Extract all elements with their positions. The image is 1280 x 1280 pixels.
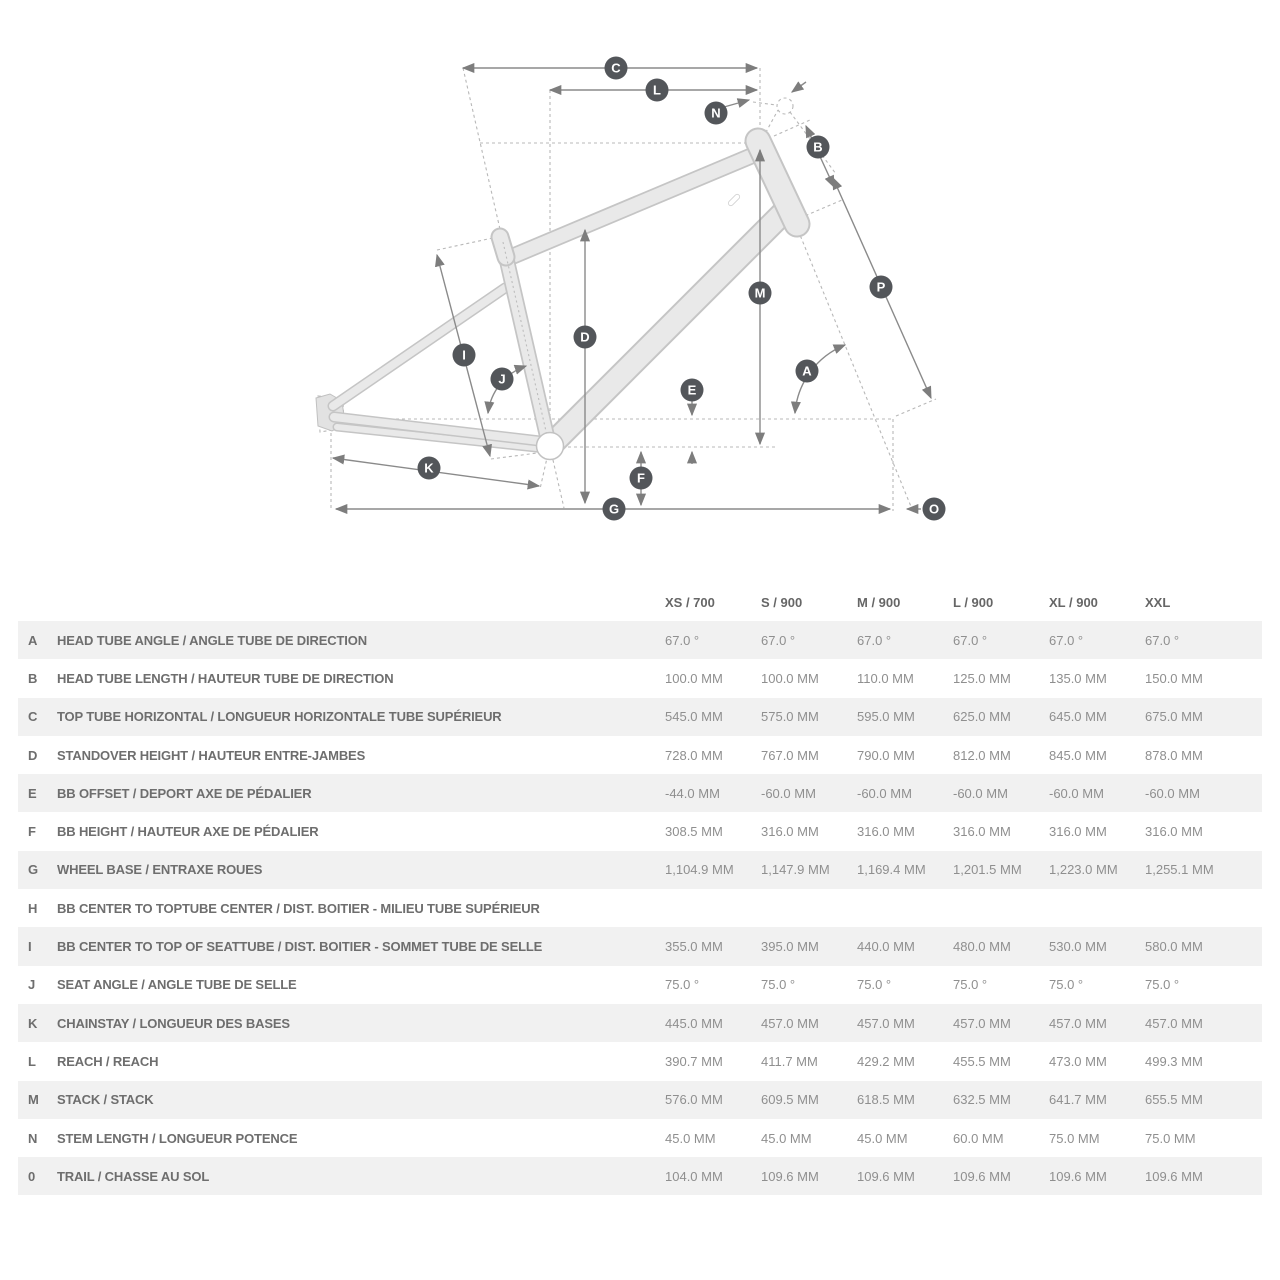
badge-letter: D — [580, 329, 590, 345]
row-label: SEAT ANGLE / ANGLE TUBE DE SELLE — [57, 977, 297, 993]
row-value: 109.6 MM — [953, 1168, 1011, 1184]
badge-letter: G — [608, 501, 620, 517]
row-key: I — [28, 939, 32, 955]
row-value: 395.0 MM — [761, 939, 819, 955]
row-value: 1,255.1 MM — [1145, 862, 1214, 878]
table-row — [18, 889, 1262, 927]
diagram-badge-D — [574, 326, 597, 349]
row-value: 355.0 MM — [665, 939, 723, 955]
diagram-badge-K — [418, 457, 441, 480]
table-row — [18, 659, 1262, 697]
row-value: 75.0 MM — [1145, 1130, 1196, 1146]
table-row — [18, 1119, 1262, 1157]
table-row — [18, 927, 1262, 965]
row-value: 845.0 MM — [1049, 747, 1107, 763]
row-value: 576.0 MM — [665, 1092, 723, 1108]
row-value: 45.0 MM — [761, 1130, 812, 1146]
row-value: 109.6 MM — [1145, 1168, 1203, 1184]
row-value: 445.0 MM — [665, 1015, 723, 1031]
construction-lines — [318, 68, 936, 511]
row-value: 411.7 MM — [761, 1053, 818, 1069]
badge-letter: A — [802, 363, 812, 379]
row-value: 480.0 MM — [953, 939, 1011, 955]
row-value: 75.0 ° — [953, 977, 988, 993]
row-value: 580.0 MM — [1145, 939, 1203, 955]
row-value: 390.7 MM — [665, 1053, 723, 1069]
row-value: 109.6 MM — [761, 1168, 819, 1184]
badge-letter: P — [876, 279, 886, 295]
row-key: H — [28, 900, 38, 916]
row-value: 1,169.4 MM — [857, 862, 926, 878]
row-label: BB OFFSET / DEPORT AXE DE PÉDALIER — [57, 785, 312, 801]
row-label: STANDOVER HEIGHT / HAUTEUR ENTRE-JAMBES — [57, 747, 366, 763]
row-value: 100.0 MM — [665, 670, 723, 686]
row-value: 1,223.0 MM — [1049, 862, 1118, 878]
badge-letter: J — [498, 371, 506, 387]
row-key: E — [28, 785, 37, 801]
row-value: -60.0 MM — [761, 785, 816, 801]
row-value: 530.0 MM — [1049, 939, 1107, 955]
diagram-badge-M — [749, 282, 772, 305]
table-header-row — [18, 584, 1262, 621]
row-value: 457.0 MM — [857, 1015, 915, 1031]
table-row — [18, 1157, 1262, 1195]
row-value: 767.0 MM — [761, 747, 819, 763]
row-value: 625.0 MM — [953, 709, 1011, 725]
table-row — [18, 621, 1262, 659]
row-value: -60.0 MM — [1049, 785, 1104, 801]
row-value: 104.0 MM — [665, 1168, 723, 1184]
row-value: 440.0 MM — [857, 939, 915, 955]
table-row — [18, 966, 1262, 1004]
row-value: 316.0 MM — [953, 824, 1011, 840]
row-value: 545.0 MM — [665, 709, 723, 725]
row-value: 75.0 ° — [1145, 977, 1180, 993]
diagram-badge-F — [630, 467, 653, 490]
badge-letter: F — [637, 470, 645, 486]
row-value: 429.2 MM — [857, 1053, 915, 1069]
row-value: 473.0 MM — [1049, 1053, 1107, 1069]
row-value: 675.0 MM — [1145, 709, 1203, 725]
row-value: 109.6 MM — [857, 1168, 915, 1184]
row-key: F — [28, 824, 36, 840]
row-value: 45.0 MM — [857, 1130, 908, 1146]
table-row — [18, 812, 1262, 850]
row-value: 75.0 ° — [665, 977, 700, 993]
row-value: 60.0 MM — [953, 1130, 1004, 1146]
diagram-badge-A — [796, 360, 819, 383]
row-value: 1,104.9 MM — [665, 862, 734, 878]
row-value: 618.5 MM — [857, 1092, 915, 1108]
table-row — [18, 774, 1262, 812]
badge-letter: L — [653, 82, 661, 98]
bottom-bracket — [537, 433, 564, 460]
row-key: B — [28, 670, 38, 686]
table-body — [18, 621, 1262, 1195]
row-label: STEM LENGTH / LONGUEUR POTENCE — [57, 1130, 298, 1146]
badge-letter: M — [754, 285, 766, 301]
row-label: HEAD TUBE ANGLE / ANGLE TUBE DE DIRECTION — [57, 632, 367, 648]
badge-letter: K — [424, 460, 434, 476]
row-value: 67.0 ° — [1145, 632, 1180, 648]
dimension-arrows — [333, 68, 931, 509]
row-key: A — [28, 632, 38, 648]
diagram-badge-C — [605, 57, 628, 80]
row-value: 457.0 MM — [761, 1015, 819, 1031]
row-value: 609.5 MM — [761, 1092, 819, 1108]
row-value: 67.0 ° — [1049, 632, 1084, 648]
row-label: BB CENTER TO TOPTUBE CENTER / DIST. BOITIER - MILIEU TUBE SUPÉRIEUR — [57, 900, 540, 916]
size-column-header: S / 900 — [761, 595, 803, 610]
row-value: 499.3 MM — [1145, 1053, 1203, 1069]
row-value: 655.5 MM — [1145, 1092, 1203, 1108]
row-value: 67.0 ° — [761, 632, 796, 648]
row-value: 1,201.5 MM — [953, 862, 1022, 878]
table-row — [18, 1081, 1262, 1119]
row-value: 457.0 MM — [1049, 1015, 1107, 1031]
badge-letter: O — [928, 501, 940, 517]
table-row — [18, 698, 1262, 736]
table-row — [18, 1004, 1262, 1042]
stem-direction-arrow — [792, 82, 806, 92]
row-value: 308.5 MM — [665, 824, 723, 840]
row-key: D — [28, 747, 38, 763]
row-value: 595.0 MM — [857, 709, 915, 725]
row-value: 100.0 MM — [761, 670, 819, 686]
diagram-badge-N — [705, 102, 728, 125]
row-value: 575.0 MM — [761, 709, 819, 725]
row-label: TRAIL / CHASSE AU SOL — [57, 1168, 210, 1184]
bike-geometry-diagram — [0, 0, 1280, 560]
row-value: 125.0 MM — [953, 670, 1011, 686]
row-label: CHAINSTAY / LONGUEUR DES BASES — [57, 1015, 290, 1031]
dim-N-stem-pointer — [724, 100, 749, 107]
row-value: 135.0 MM — [1049, 670, 1107, 686]
diagram-badge-B — [807, 136, 830, 159]
row-value: 316.0 MM — [761, 824, 819, 840]
badge-letter: C — [611, 60, 621, 76]
size-column-header: XS / 700 — [665, 595, 715, 610]
row-label: TOP TUBE HORIZONTAL / LONGUEUR HORIZONTALE TUBE SUPÉRIEUR — [57, 709, 502, 725]
row-value: 316.0 MM — [857, 824, 915, 840]
row-value: 457.0 MM — [953, 1015, 1011, 1031]
row-label: BB HEIGHT / HAUTEUR AXE DE PÉDALIER — [57, 824, 319, 840]
row-value: 110.0 MM — [857, 670, 914, 686]
row-value: 67.0 ° — [953, 632, 988, 648]
diagram-badge-I — [453, 344, 476, 367]
row-value: 75.0 MM — [1049, 1130, 1100, 1146]
diagram-badge-G — [603, 498, 626, 521]
row-label: BB CENTER TO TOP OF SEATTUBE / DIST. BOITIER - SOMMET TUBE DE SELLE — [57, 939, 543, 955]
row-key: N — [28, 1130, 38, 1146]
row-value: 1,147.9 MM — [761, 862, 830, 878]
row-value: 457.0 MM — [1145, 1015, 1203, 1031]
row-value: 316.0 MM — [1145, 824, 1203, 840]
row-key: G — [28, 862, 39, 878]
diagram-badge-J — [491, 368, 514, 391]
row-label: REACH / REACH — [57, 1053, 159, 1069]
row-value: 812.0 MM — [953, 747, 1011, 763]
badge-letter: N — [711, 105, 721, 121]
badge-letter: E — [687, 382, 697, 398]
table-row — [18, 736, 1262, 774]
row-value: 67.0 ° — [857, 632, 892, 648]
row-value: 75.0 ° — [857, 977, 892, 993]
row-value: 790.0 MM — [857, 747, 915, 763]
row-value: 109.6 MM — [1049, 1168, 1107, 1184]
size-column-header: L / 900 — [953, 595, 994, 610]
table-row — [18, 1042, 1262, 1080]
geometry-table — [18, 584, 1262, 1195]
diagram-badge-P — [870, 276, 893, 299]
row-label: STACK / STACK — [57, 1092, 154, 1108]
row-value: 75.0 ° — [761, 977, 796, 993]
row-key: C — [28, 709, 38, 725]
row-label: WHEEL BASE / ENTRAXE ROUES — [57, 862, 263, 878]
row-value: 878.0 MM — [1145, 747, 1203, 763]
row-value: -60.0 MM — [857, 785, 912, 801]
row-label: HEAD TUBE LENGTH / HAUTEUR TUBE DE DIRECTION — [57, 670, 394, 686]
row-key: K — [28, 1015, 38, 1031]
row-key: L — [28, 1053, 36, 1069]
row-value: -60.0 MM — [953, 785, 1008, 801]
frame — [316, 141, 797, 460]
size-column-header: XL / 900 — [1049, 595, 1098, 610]
diagram-badge-E — [681, 379, 704, 402]
size-column-header: XXL — [1145, 595, 1171, 610]
badge-letter: I — [462, 347, 466, 363]
row-key: M — [28, 1092, 39, 1108]
row-key: 0 — [28, 1168, 36, 1184]
diagram-badge-O — [923, 498, 946, 521]
row-value: 75.0 ° — [1049, 977, 1084, 993]
down-tube-slot — [727, 193, 740, 206]
row-value: 632.5 MM — [953, 1092, 1011, 1108]
size-column-header: M / 900 — [857, 595, 901, 610]
row-value: 67.0 ° — [665, 632, 700, 648]
badge-letter: B — [813, 139, 823, 155]
diagram-badge-L — [646, 79, 669, 102]
row-value: -44.0 MM — [665, 785, 720, 801]
handlebar-circle — [777, 98, 793, 114]
row-value: 641.7 MM — [1049, 1092, 1107, 1108]
row-value: 45.0 MM — [665, 1130, 716, 1146]
row-value: -60.0 MM — [1145, 785, 1200, 801]
row-key: J — [28, 977, 36, 993]
row-value: 316.0 MM — [1049, 824, 1107, 840]
row-value: 728.0 MM — [665, 747, 723, 763]
row-value: 645.0 MM — [1049, 709, 1107, 725]
row-value: 455.5 MM — [953, 1053, 1011, 1069]
row-value: 150.0 MM — [1145, 670, 1203, 686]
table-row — [18, 851, 1262, 889]
